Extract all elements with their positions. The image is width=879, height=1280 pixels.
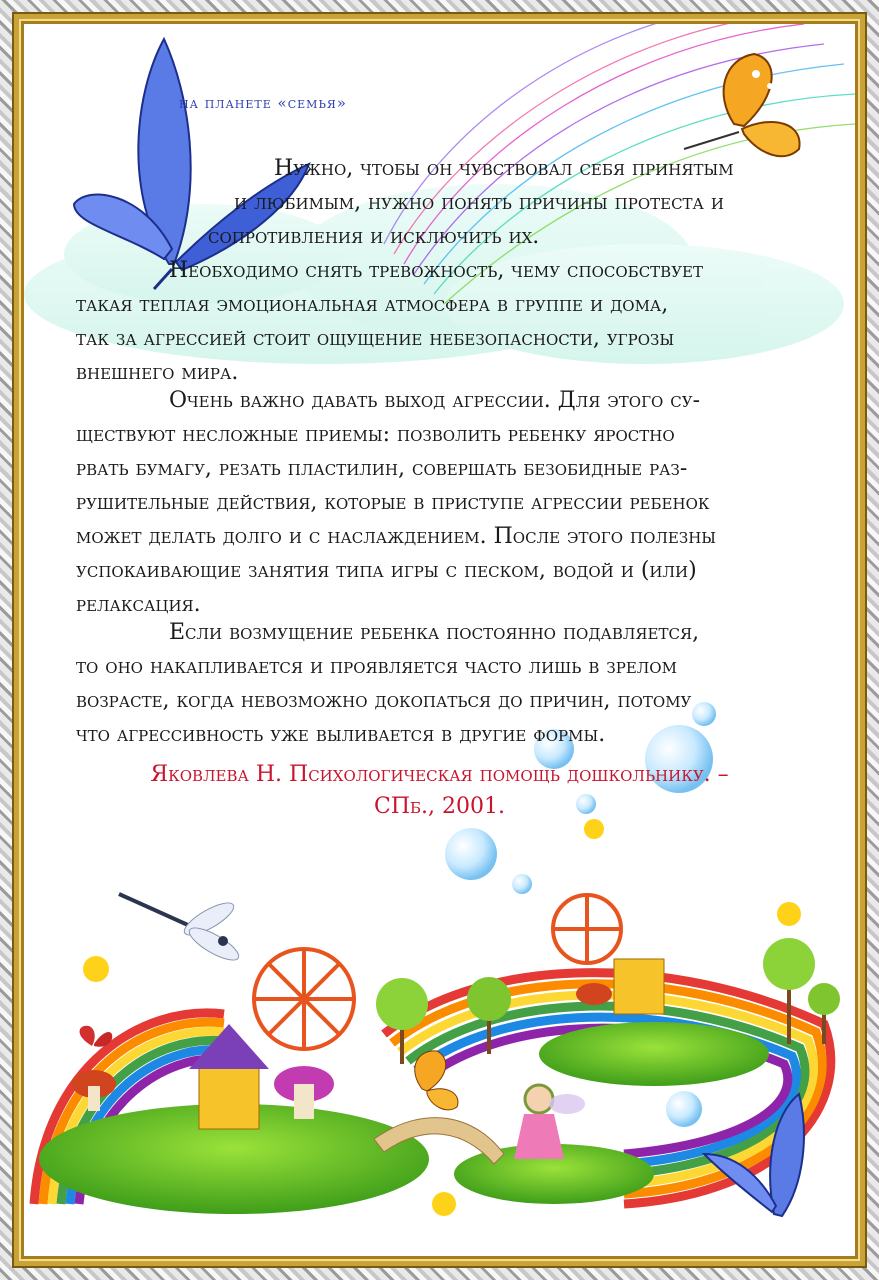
paragraph-line: сопротивления и исключить их. xyxy=(208,224,540,249)
paragraph-line: такая теплая эмоциональная атмосфера в группе и дома, xyxy=(76,292,669,317)
paragraph-4 xyxy=(76,616,836,752)
paragraph-2 xyxy=(76,254,836,390)
paragraph-line: то оно накапливается и проявляется часто лишь в зрелом xyxy=(76,654,677,679)
paragraph-line: ществуют несложные приемы: позволить ребенку яростно xyxy=(76,422,675,447)
paragraph-1 xyxy=(208,152,834,254)
paragraph-line: так за агрессией стоит ощущение небезопасности, угрозы xyxy=(76,326,675,351)
page-heading: на планете «семья» xyxy=(179,94,347,112)
paragraph-line: рвать бумагу, резать пластилин, совершать безобидные раз- xyxy=(76,456,688,481)
paragraph-line: и любимым, нужно понять причины протеста и xyxy=(234,190,724,215)
citation-line: Яковлева Н. Психологическая помощь дошкольнику. – xyxy=(150,762,729,787)
dragonfly-icon xyxy=(119,894,243,966)
poster-page xyxy=(24,24,855,1256)
paragraph-line: Очень важно давать выход агрессии. Для этого су- xyxy=(169,388,701,413)
citation xyxy=(24,759,855,823)
paragraph-line: что агрессивность уже выливается в другие формы. xyxy=(76,722,606,747)
paragraph-line: может делать долго и с наслаждением. После этого полезны xyxy=(76,524,717,549)
red-butterfly-icon xyxy=(80,1026,113,1047)
paragraph-line: рушительные действия, которые в приступе агрессии ребенок xyxy=(76,490,710,515)
citation-line: СПб., 2001. xyxy=(373,794,505,819)
paragraph-line: релаксация. xyxy=(76,592,201,617)
paragraph-line: Нужно, чтобы он чувствовал себя принятым xyxy=(274,156,734,181)
paragraph-line: успокаивающие занятия типа игры с песком, водой и (или) xyxy=(76,558,697,583)
paragraph-3 xyxy=(76,384,836,622)
paragraph-line: внешнего мира. xyxy=(76,360,239,385)
paragraph-line: Если возмущение ребенка постоянно подавляется, xyxy=(169,620,700,645)
paragraph-line: возрасте, когда невозможно докопаться до причин, потому xyxy=(76,688,692,713)
paragraph-line: Необходимо снять тревожность, чему способствует xyxy=(169,258,703,283)
